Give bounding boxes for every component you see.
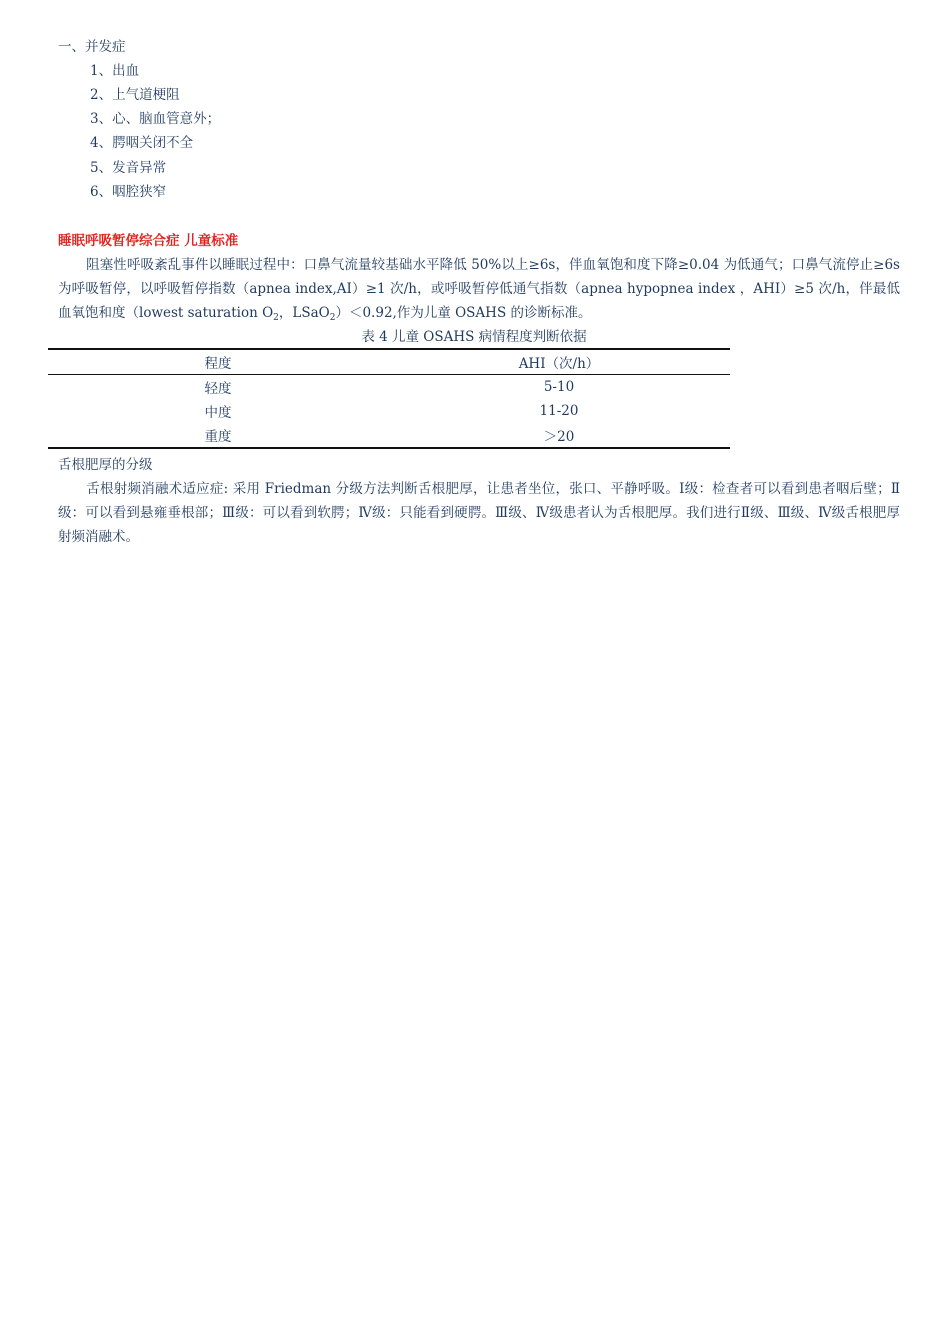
subscript-2-a: 2 <box>273 313 279 323</box>
tongue-paragraph <box>58 477 900 549</box>
severity-table <box>48 348 730 449</box>
row-severity: 轻度 <box>204 381 232 397</box>
table-row <box>48 399 730 423</box>
row-severity: 重度 <box>204 429 232 445</box>
complication-item-4: 4、腭咽关闭不全 <box>90 135 194 151</box>
table-row <box>48 423 730 448</box>
tongue-para-text: 舌根射频消融术适应症: 采用 Friedman 分级方法判断舌根肥厚，让患者坐位，张口、平静呼吸。Ⅰ级：检查者可以看到患者咽后壁；Ⅱ级：可以看到悬雍垂根部；Ⅲ级：可以看到软腭；Ⅳ级：只能看到硬腭。Ⅲ级、Ⅳ级患者认为舌根肥厚。我们进行Ⅱ级、Ⅲ级、Ⅳ级舌根肥厚射频消融术。 <box>58 481 900 545</box>
subscript-2-b: 2 <box>329 313 336 323</box>
pediatric-heading: 睡眠呼吸暂停综合症 儿童标准 <box>58 233 239 249</box>
complication-item-1: 1、出血 <box>90 63 140 79</box>
pediatric-para-main: 阻塞性呼吸紊乱事件以睡眠过程中：口鼻气流量较基础水平降低 50%以上≥6s，伴血氧饱和度下降≥0.04 为低通气；口鼻气流停止≥6s 为呼吸暂停，以呼吸暂停指数（apnea index,AI）≥1 次/h，或呼吸暂停低通气指数（apnea hypopnea index ，AHI）≥5 次/h，伴最低血氧饱和度（lowest saturation O <box>58 257 900 321</box>
row-ahi: 11-20 <box>539 403 579 419</box>
complication-item-6: 6、咽腔狭窄 <box>90 184 167 200</box>
pediatric-para-mid: ，LSaO <box>278 305 330 321</box>
table-caption: 表 4 儿童 OSAHS 病情程度判断依据 <box>361 329 587 345</box>
pediatric-para-end: ）＜0.92,作为儿童 OSAHS 的诊断标准。 <box>335 305 592 321</box>
complication-item-5: 5、发音异常 <box>90 160 167 176</box>
pediatric-paragraph <box>58 253 900 325</box>
header-ahi: AHI（次/h） <box>388 349 730 375</box>
row-severity: 中度 <box>204 405 232 421</box>
table-header-row <box>48 349 730 375</box>
table-row <box>48 375 730 400</box>
header-severity: 程度 <box>48 349 388 375</box>
complications-title: 一、并发症 <box>58 39 126 55</box>
tongue-title: 舌根肥厚的分级 <box>58 457 153 473</box>
complication-item-3: 3、心、脑血管意外； <box>90 111 221 127</box>
complication-item-2: 2、上气道梗阻 <box>90 87 180 103</box>
row-ahi: ＞20 <box>543 429 575 445</box>
row-ahi: 5-10 <box>543 379 575 395</box>
severity-table-wrap <box>48 348 730 449</box>
